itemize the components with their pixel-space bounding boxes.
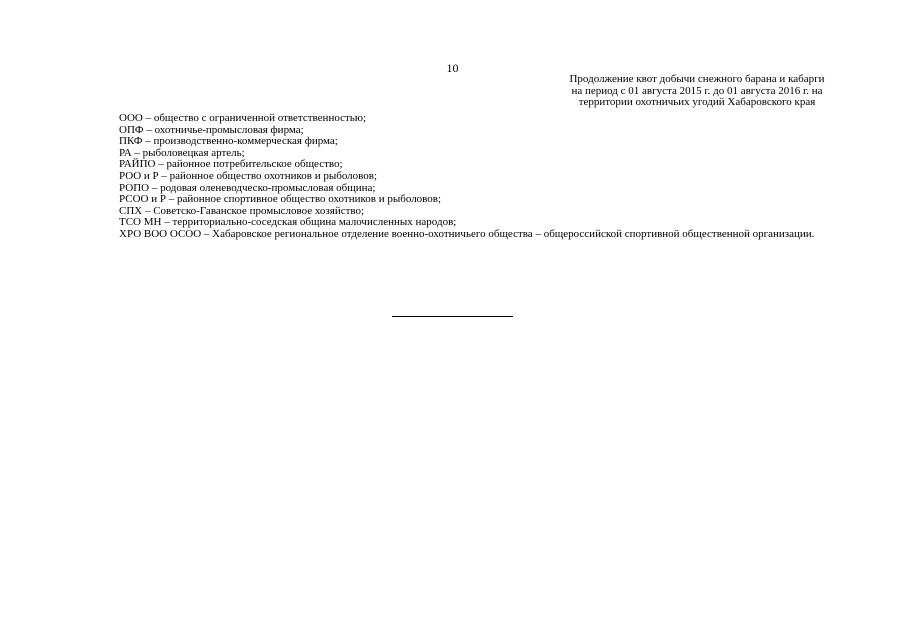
abbreviation-item: ОПФ – охотничье-промысловая фирма; xyxy=(119,123,304,136)
abbreviation-item: РАЙПО – районное потребительское общество; xyxy=(119,158,343,171)
abbreviation-item: РОО и Р – районное общество охотников и рыболовов; xyxy=(119,169,378,182)
header-caption-line: Продолжение квот добычи снежного барана и кабарги xyxy=(569,73,825,85)
end-divider xyxy=(392,316,513,317)
abbreviation-item: РА – рыболовецкая артель; xyxy=(119,146,245,159)
abbreviation-item: ООО – общество с ограниченной ответственностью; xyxy=(119,112,367,124)
abbreviation-item: ХРО ВОО ОСОО – Хабаровское региональное отделение военно-охотничьего общества – общероссийской спортивной общественной организации. xyxy=(119,227,815,240)
abbreviation-list xyxy=(119,113,859,241)
abbreviation-item: ПКФ – производственно-коммерческая фирма; xyxy=(119,135,338,148)
abbreviation-item: СПХ – Советско-Гаванское промысловое хозяйство; xyxy=(119,204,365,217)
abbreviation-item: ТСО МН – территориально-соседская община малочисленных народов; xyxy=(119,216,457,229)
header-caption-line: территории охотничьих угодий Хабаровского края xyxy=(578,96,816,108)
page-number: 10 xyxy=(446,61,459,75)
header-caption xyxy=(530,74,864,109)
abbreviation-item: РОПО – родовая оленеводческо-промысловая община; xyxy=(119,181,376,194)
header-caption-line: на период с 01 августа 2015 г. до 01 августа 2016 г. на xyxy=(571,84,823,97)
abbreviation-item: РСОО и Р – районное спортивное общество охотников и рыболовов; xyxy=(119,193,442,206)
